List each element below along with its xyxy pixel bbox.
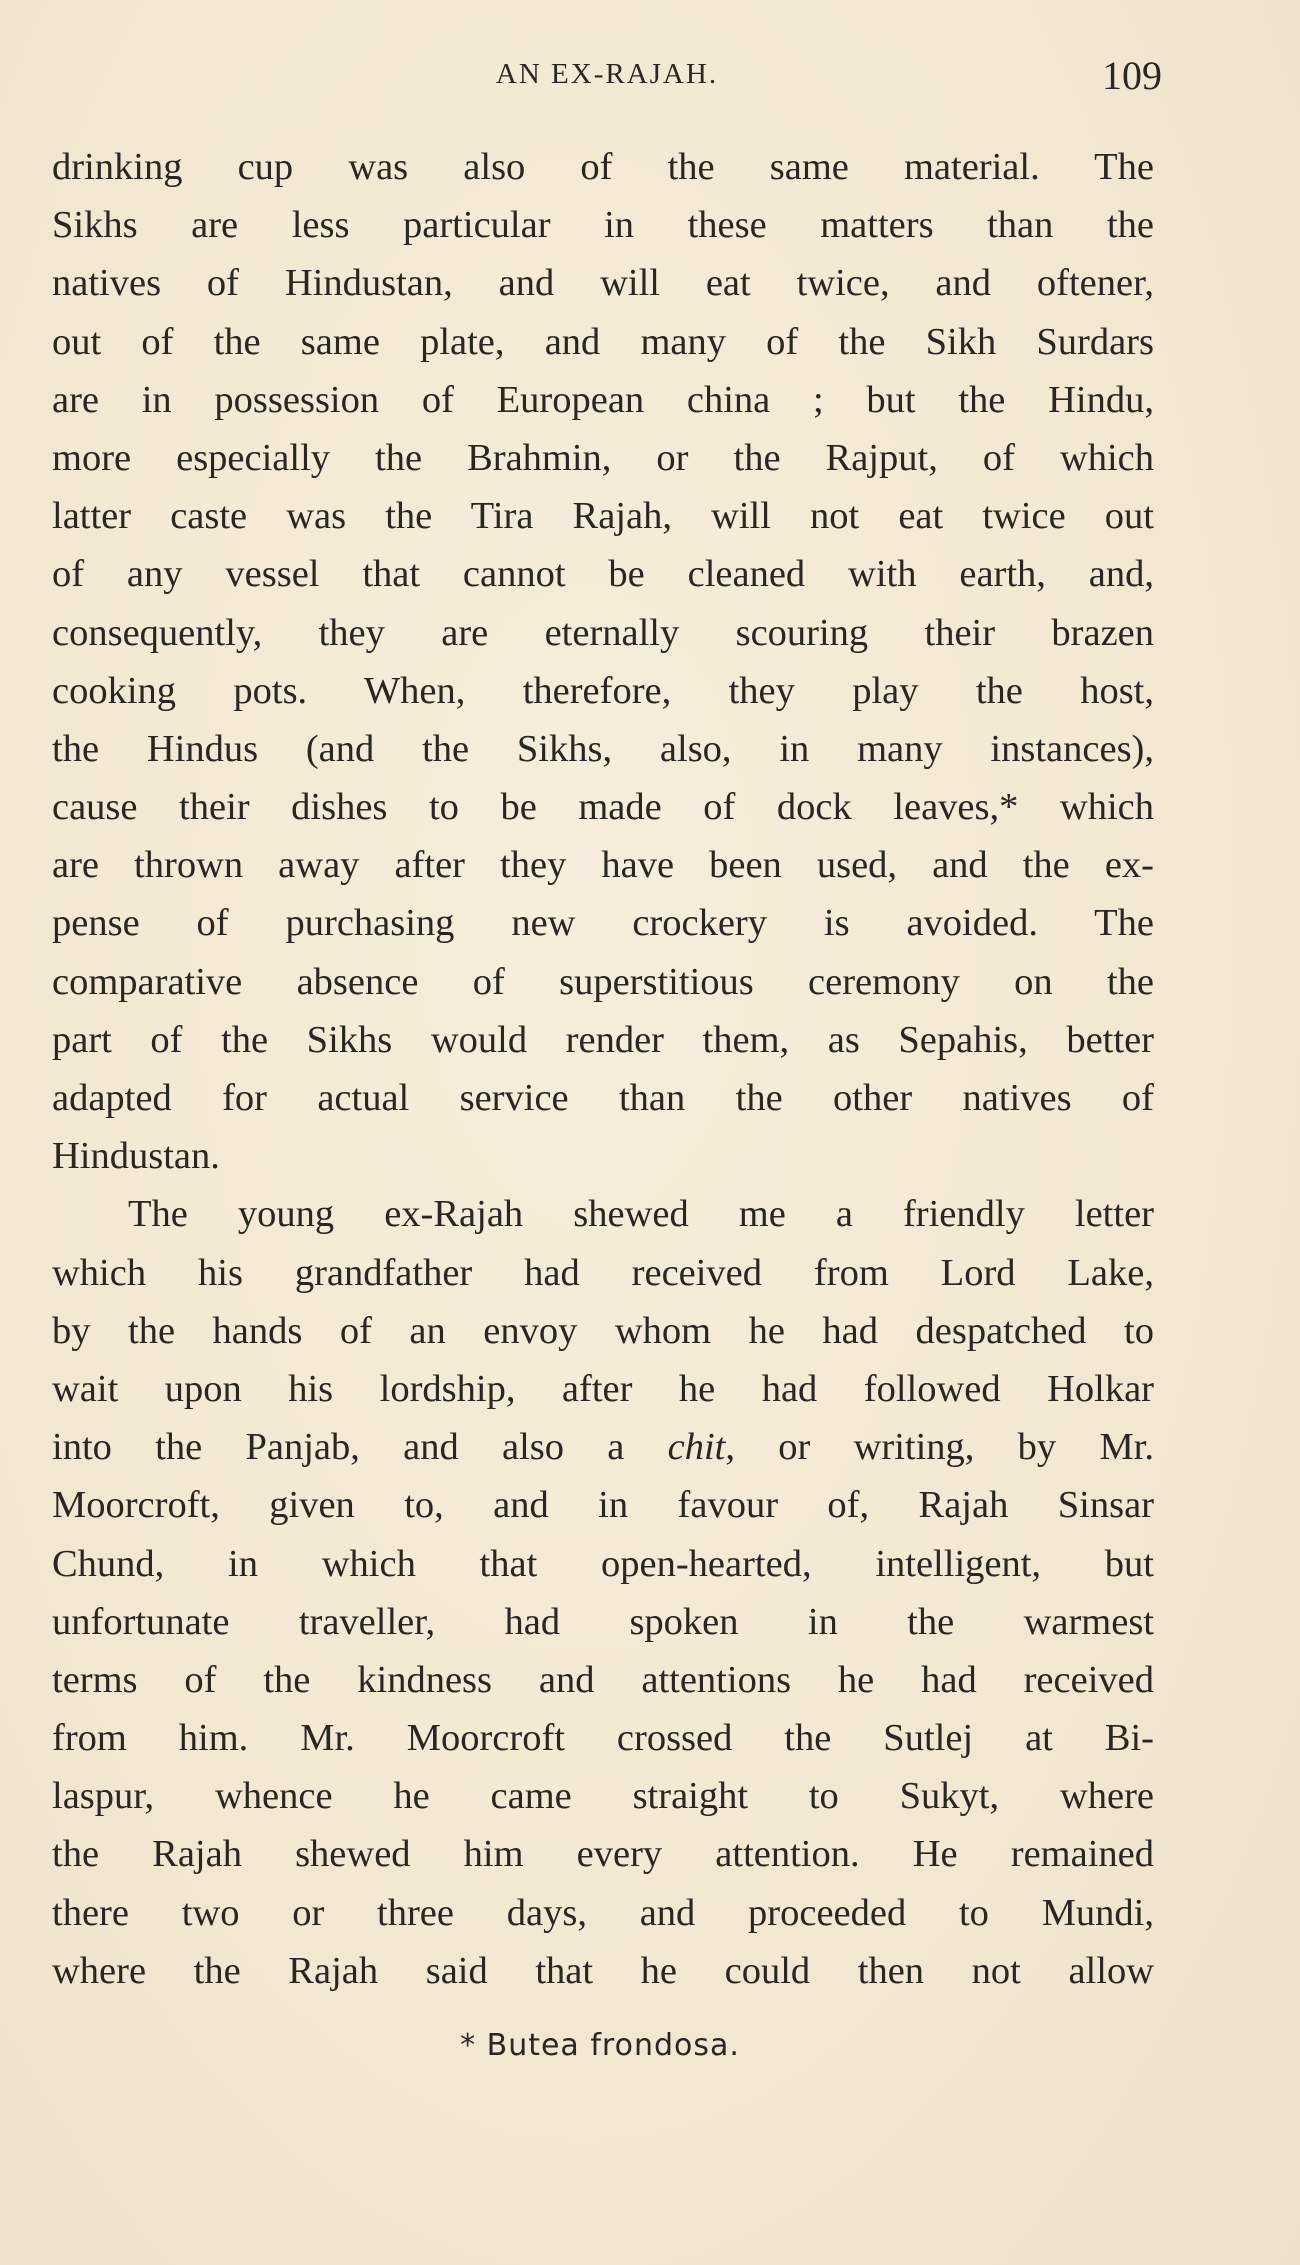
text-line: where the Rajah said that he could then not allow [52,1949,1154,1992]
text-line: by the hands of an envoy whom he had despatched to [52,1309,1154,1352]
text-line: the Rajah shewed him every attention. He remained [52,1833,1154,1876]
text-line: there two or three days, and proceeded to Mundi, [52,1891,1154,1934]
text-line: more especially the Brahmin, or the Rajput, of which [52,436,1154,479]
text-line: Chund, in which that open-hearted, intelligent, but [52,1542,1154,1585]
text-line: the Hindus (and the Sikhs, also, in many instances), [52,727,1154,770]
text-line: Sikhs are less particular in these matters than the [52,204,1154,247]
text-line: are in possession of European china ; but the Hindu, [52,378,1154,421]
text-line: laspur, whence he came straight to Sukyt, where [52,1775,1154,1818]
text-line: from him. Mr. Moorcroft crossed the Sutlej at Bi- [52,1717,1154,1760]
text-line: The young ex-Rajah shewed me a friendly letter [128,1193,1154,1236]
text-line-with-italic [52,1418,1154,1476]
text-line: unfortunate traveller, had spoken in the warmest [52,1600,1154,1643]
text-line: out of the same plate, and many of the Sikh Surdars [52,320,1154,363]
text-line: cooking pots. When, therefore, they play the host, [52,669,1154,712]
text-line: pense of purchasing new crockery is avoided. The [52,902,1154,945]
text-line: comparative absence of superstitious ceremony on the [52,960,1154,1003]
text-line: latter caste was the Tira Rajah, will not eat twice out [52,495,1154,538]
footnote: * Butea frondosa. [460,2028,740,2063]
text-line: terms of the kindness and attentions he had received [52,1658,1154,1701]
running-title: AN EX-RAJAH. [495,58,719,90]
text-line: Hindustan. [52,1135,220,1178]
text-line: wait upon his lordship, after he had followed Holkar [52,1367,1154,1410]
text-fragment: , or writing, by Mr. [725,1426,1155,1469]
text-line: of any vessel that cannot be cleaned with earth, and, [52,553,1154,596]
text-line: are thrown away after they have been used, and the ex- [52,844,1154,887]
text-line: part of the Sikhs would render them, as Sepahis, better [52,1018,1154,1061]
text-line: drinking cup was also of the same material. The [52,146,1154,188]
text-line: natives of Hindustan, and will eat twice, and oftener, [52,262,1154,305]
italic-word: chit [667,1426,726,1469]
page-number: 109 [1102,53,1162,98]
text-line: adapted for actual service than the other natives of [52,1077,1154,1119]
body-text [52,138,1154,2000]
text-fragment: into the Panjab, and also a [52,1426,668,1469]
running-head [52,52,1162,102]
text-line: consequently, they are eternally scouring their brazen [52,611,1154,654]
paragraph-2 [52,1185,1154,2000]
text-line: Moorcroft, given to, and in favour of, Rajah Sinsar [52,1484,1154,1527]
text-line: which his grandfather had received from Lord Lake, [52,1251,1154,1294]
paragraph-1 [52,138,1154,1185]
text-line: cause their dishes to be made of dock leaves,* which [52,786,1154,829]
